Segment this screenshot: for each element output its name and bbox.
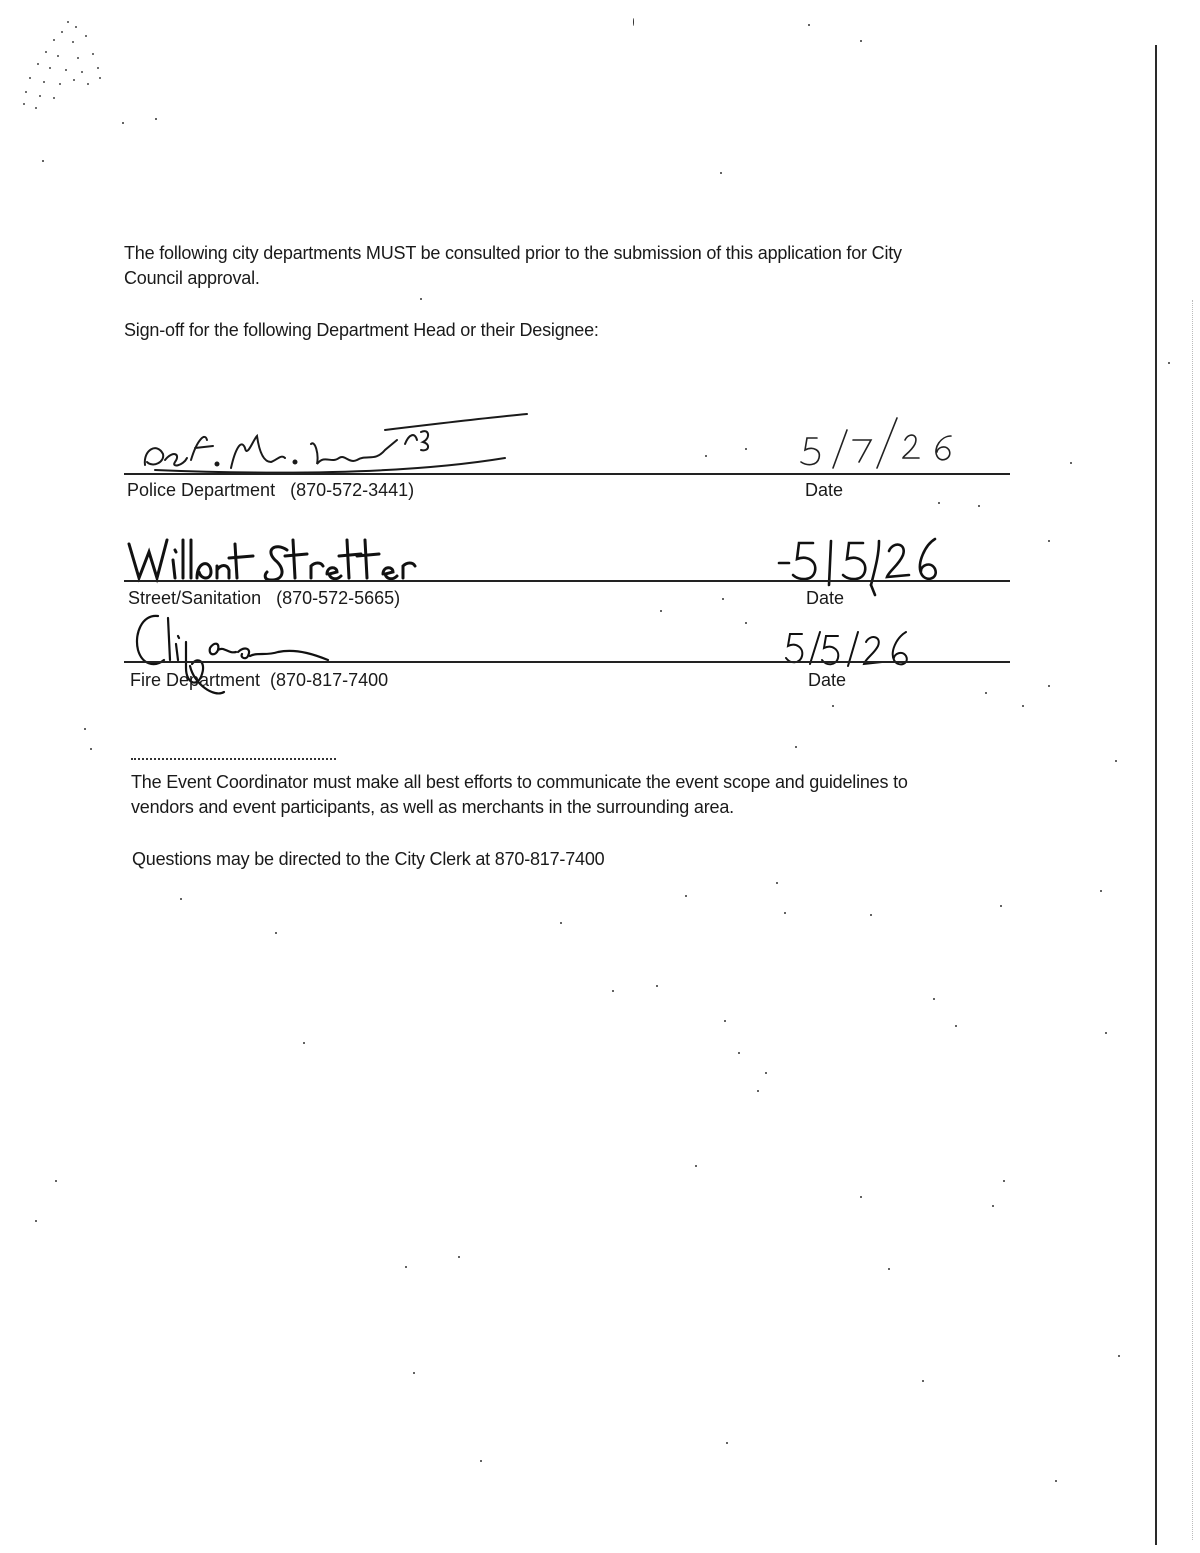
speckle bbox=[155, 118, 157, 120]
coordinator-note-line-2: vendors and event participants, as well as merchants in the surrounding area. bbox=[131, 797, 734, 817]
speckle bbox=[720, 172, 722, 174]
speckle bbox=[420, 298, 422, 300]
signature-line-police bbox=[124, 473, 1010, 475]
speckle bbox=[765, 1072, 767, 1074]
speckle bbox=[722, 598, 724, 600]
speckle bbox=[955, 1025, 957, 1027]
scan-edge-line bbox=[1155, 45, 1157, 1545]
fire-department-label: Fire Department (870-817-7400 bbox=[130, 670, 389, 690]
speckle bbox=[42, 160, 44, 162]
speckle bbox=[660, 610, 662, 612]
speckle bbox=[724, 1020, 726, 1022]
speckle bbox=[612, 990, 614, 992]
speckle bbox=[992, 1205, 994, 1207]
speckle bbox=[1115, 760, 1117, 762]
intro-line-2: Council approval. bbox=[124, 268, 260, 288]
speckle bbox=[1000, 905, 1002, 907]
speckle bbox=[922, 1380, 924, 1382]
speckle bbox=[938, 502, 940, 504]
speckle bbox=[1048, 685, 1050, 687]
speckle bbox=[795, 746, 797, 748]
speckle bbox=[745, 448, 747, 450]
signature-line-street bbox=[124, 580, 1010, 582]
scan-speckle-cluster bbox=[18, 18, 108, 118]
speckle bbox=[695, 1165, 697, 1167]
speckle bbox=[870, 914, 872, 916]
questions-contact: Questions may be directed to the City Clerk at 870-817-7400 bbox=[132, 849, 605, 869]
speckle bbox=[633, 18, 634, 26]
fire-date-handwritten bbox=[782, 628, 932, 672]
speckle bbox=[685, 895, 687, 897]
speckle bbox=[480, 1460, 482, 1462]
speckle bbox=[860, 40, 862, 42]
speckle bbox=[1048, 540, 1050, 542]
speckle bbox=[705, 455, 707, 457]
speckle bbox=[776, 882, 778, 884]
police-department-label: Police Department (870-572-3441) bbox=[127, 480, 415, 500]
speckle bbox=[978, 505, 980, 507]
speckle bbox=[303, 1042, 305, 1044]
street-date-label: Date bbox=[806, 588, 845, 608]
signoff-instruction: Sign-off for the following Department Head or their Designee: bbox=[124, 320, 599, 340]
speckle bbox=[275, 932, 277, 934]
speckle bbox=[860, 1196, 862, 1198]
speckle bbox=[1003, 1180, 1005, 1182]
speckle bbox=[1118, 1355, 1120, 1357]
coordinator-note-line-1: The Event Coordinator must make all best efforts to communicate the event scope and guidelines to bbox=[131, 772, 908, 792]
speckle bbox=[413, 1372, 415, 1374]
speckle bbox=[405, 1266, 407, 1268]
street-date-handwritten bbox=[775, 535, 955, 595]
police-date-label: Date bbox=[805, 480, 844, 500]
speckle bbox=[757, 1090, 759, 1092]
speckle bbox=[808, 24, 810, 26]
speckle bbox=[35, 1220, 37, 1222]
speckle bbox=[726, 1442, 728, 1444]
signature-line-fire bbox=[124, 661, 1010, 663]
speckle bbox=[90, 748, 92, 750]
speckle bbox=[888, 1268, 890, 1270]
fire-date-label: Date bbox=[808, 670, 847, 690]
speckle bbox=[1055, 1480, 1057, 1482]
speckle bbox=[656, 985, 658, 987]
speckle bbox=[745, 622, 747, 624]
speckle bbox=[122, 122, 124, 124]
speckle bbox=[560, 922, 562, 924]
street-department-label: Street/Sanitation (870-572-5665) bbox=[128, 588, 401, 608]
speckle bbox=[784, 912, 786, 914]
speckle bbox=[1070, 462, 1072, 464]
speckle bbox=[1168, 362, 1170, 364]
speckle bbox=[1022, 705, 1024, 707]
dotted-separator bbox=[131, 758, 336, 760]
speckle bbox=[738, 1052, 740, 1054]
police-date-handwritten bbox=[795, 412, 975, 472]
speckle bbox=[1105, 1032, 1107, 1034]
speckle bbox=[55, 1180, 57, 1182]
scan-edge-faint-line bbox=[1192, 300, 1194, 1540]
speckle bbox=[933, 998, 935, 1000]
speckle bbox=[1100, 890, 1102, 892]
speckle bbox=[458, 1256, 460, 1258]
police-signature bbox=[135, 410, 535, 480]
speckle bbox=[985, 692, 987, 694]
speckle bbox=[180, 898, 182, 900]
intro-line-1: The following city departments MUST be consulted prior to the submission of this application for City bbox=[124, 243, 902, 263]
speckle bbox=[832, 705, 834, 707]
speckle bbox=[84, 728, 86, 730]
